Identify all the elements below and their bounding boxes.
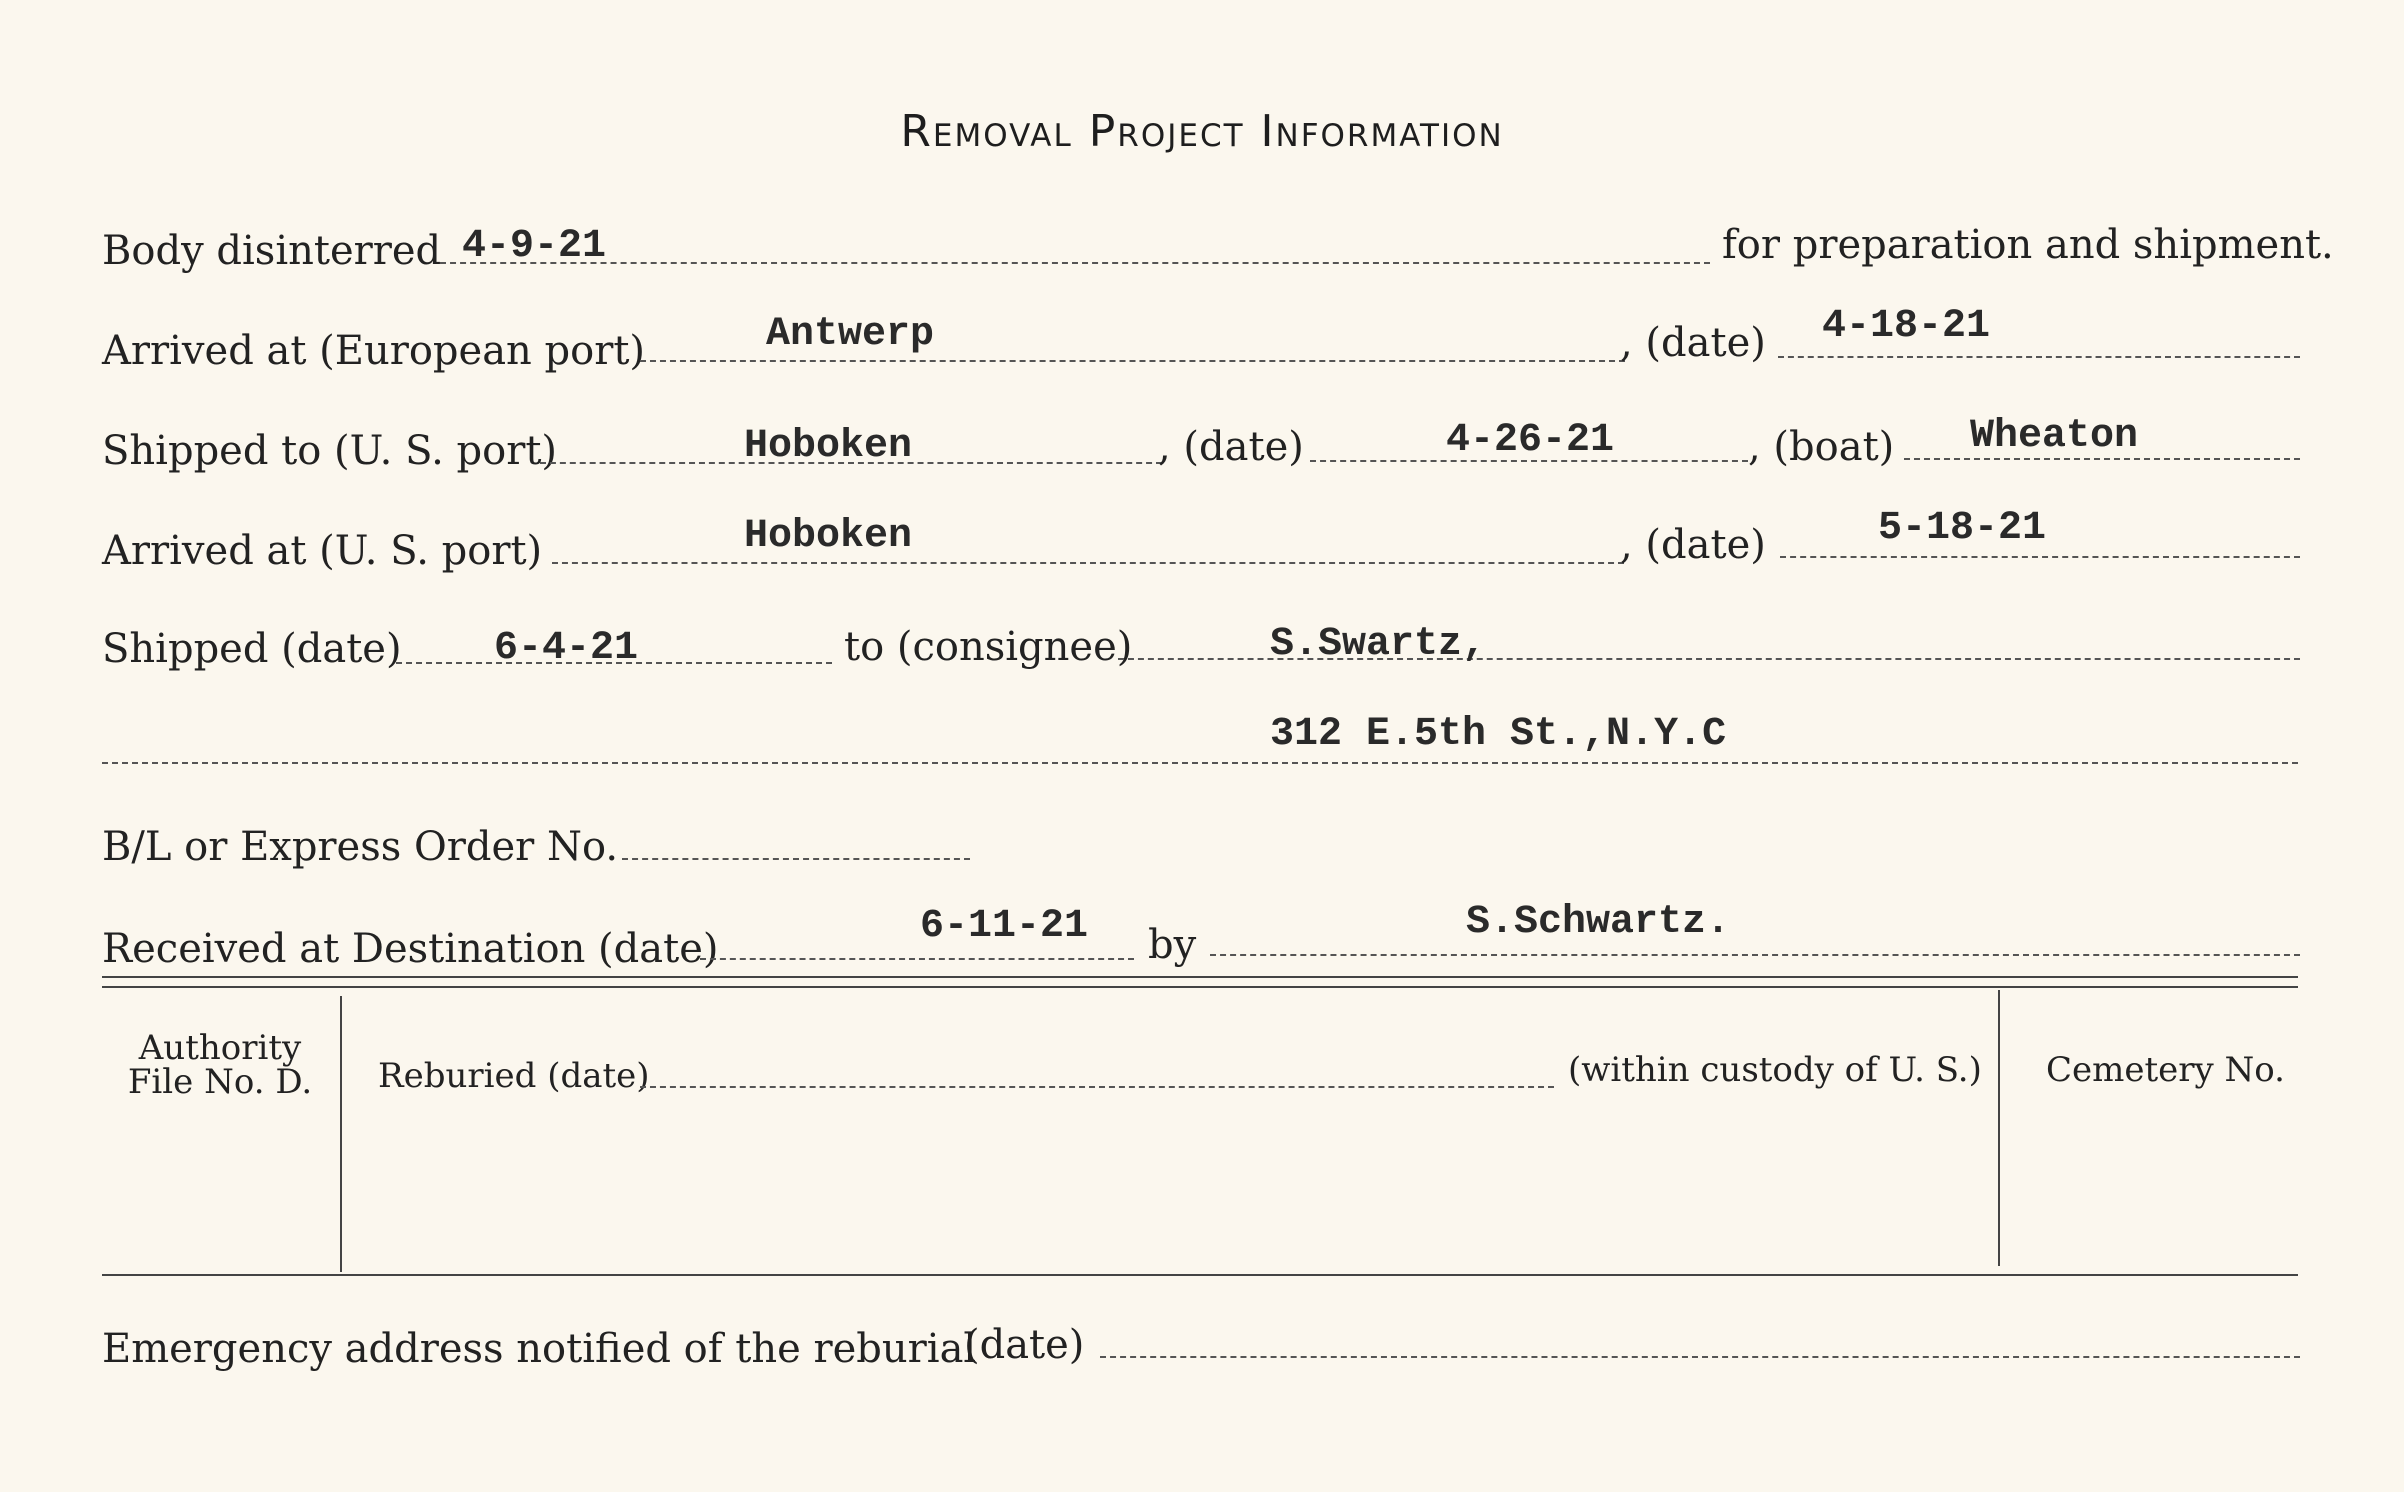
consignee-name: S.Swartz, [1270, 622, 1487, 667]
box-divider-left [340, 996, 342, 1272]
body-disinterred-label: Body disinterred [102, 228, 442, 274]
arrived-us-date-value: 5-18-21 [1878, 506, 2047, 551]
received-date-value: 6-11-21 [920, 904, 1089, 949]
by-label: by [1148, 922, 1197, 968]
page-title: Removal Project Information [900, 106, 1504, 157]
for-preparation-label: for preparation and shipment. [1722, 222, 2334, 268]
reburied-label: Reburied (date) [378, 1056, 650, 1096]
shipped-date-label: Shipped (date) [102, 626, 402, 672]
emergency-date-line [1100, 1356, 2300, 1358]
bl-label: B/L or Express Order No. [102, 824, 619, 870]
arrived-european-value: Antwerp [766, 312, 935, 357]
shipped-us-date-label: , (date) [1158, 424, 1304, 470]
body-disinterred-line [440, 262, 1710, 264]
shipped-date-value: 6-4-21 [494, 626, 639, 671]
arrived-european-line [640, 360, 1625, 362]
boat-value: Wheaton [1970, 414, 2139, 459]
received-by-value: S.Schwartz. [1466, 900, 1731, 945]
custody-label: (within custody of U. S.) [1568, 1050, 1982, 1090]
shipped-us-value: Hoboken [744, 424, 913, 469]
reburied-line [640, 1086, 1554, 1088]
shipped-us-date-value: 4-26-21 [1446, 418, 1615, 463]
cemetery-label: Cemetery No. [2046, 1050, 2285, 1090]
received-by-line [1210, 954, 2300, 956]
double-rule-bottom [102, 986, 2298, 988]
authority-label-1: Authority [138, 1028, 302, 1068]
consignee-address-line [102, 762, 2298, 764]
arrived-european-date-value: 4-18-21 [1822, 304, 1991, 349]
arrived-european-date-line [1778, 356, 2300, 358]
bl-line [622, 858, 970, 860]
emergency-date-label: (date) [964, 1322, 1085, 1368]
arrived-us-value: Hoboken [744, 514, 913, 559]
consignee-address: 312 E.5th St.,N.Y.C [1270, 712, 1727, 757]
shipped-us-label: Shipped to (U. S. port) [102, 428, 557, 474]
box-bottom-rule [102, 1274, 2298, 1276]
emergency-label: Emergency address notified of the reburial [102, 1326, 977, 1372]
body-disinterred-value: 4-9-21 [462, 224, 607, 269]
boat-label: , (boat) [1748, 424, 1895, 470]
double-rule-top [102, 976, 2298, 978]
received-date-line [700, 958, 1134, 960]
arrived-european-date-label: , (date) [1620, 320, 1766, 366]
authority-label-2: File No. D. [127, 1062, 313, 1102]
box-divider-right [1998, 990, 2000, 1266]
arrived-european-label: Arrived at (European port) [102, 328, 646, 374]
arrived-us-date-line [1780, 556, 2300, 558]
arrived-us-label: Arrived at (U. S. port) [102, 528, 543, 574]
received-label: Received at Destination (date) [102, 926, 719, 972]
arrived-us-line [552, 562, 1624, 564]
arrived-us-date-label: , (date) [1620, 522, 1766, 568]
consignee-label: to (consignee) [844, 624, 1133, 670]
